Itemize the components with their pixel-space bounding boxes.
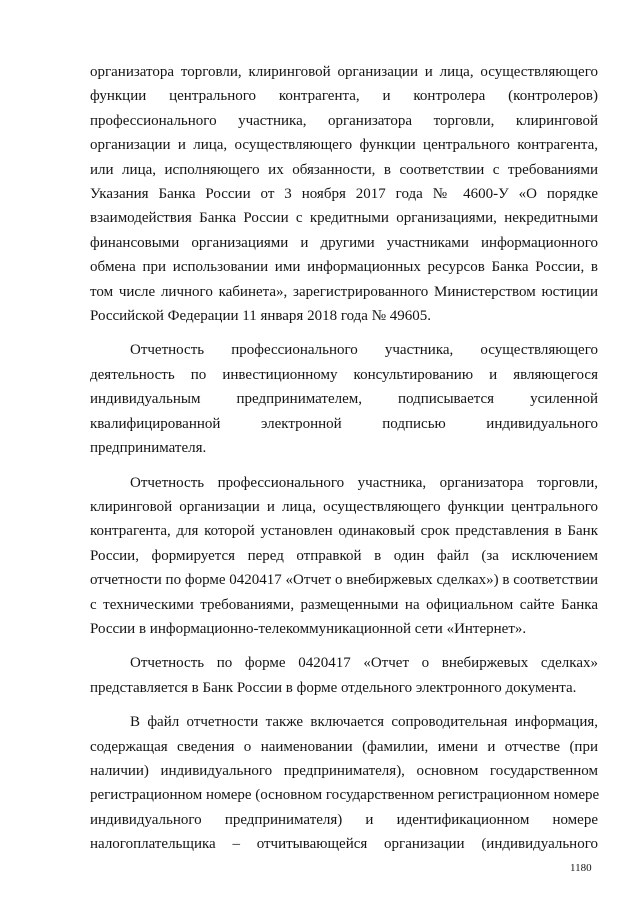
text-line: Российской Федерации 11 января 2018 года № 49605. (90, 308, 432, 325)
text-line: контрагента, для которой установлен одинаковый срок представления в Банк (90, 523, 598, 540)
text-line: Отчетность профессионального участника, осуществляющего (130, 342, 598, 359)
text-line: организации и лица, осуществляющего функции центрального контрагента, (90, 137, 598, 154)
text-line: с техническими требованиями, размещенными на официальном сайте Банка (90, 596, 598, 613)
page-number: 1180 (570, 862, 592, 874)
text-line: квалифицированной электронной подписью индивидуального (90, 415, 598, 432)
text-line: клиринговой организации и лица, осуществляющего функции центрального (90, 498, 598, 515)
text-line: финансовыми организациями и другими участниками информационного (90, 234, 598, 251)
paragraph (90, 60, 598, 328)
text-line: наличии) индивидуального предпринимателя), основном государственном (90, 762, 598, 779)
text-line: России, формируется перед отправкой в один файл (за исключением (90, 547, 598, 564)
text-line: том числе личного кабинета», зарегистрированного Министерством юстиции (90, 283, 598, 300)
text-line: функции центрального контрагента, и контролера (контролеров) (90, 88, 598, 105)
text-line: Указания Банка России от 3 ноября 2017 года № 4600-У «О порядке (90, 186, 598, 203)
document-body (90, 60, 598, 867)
text-line: или лица, исполняющего их обязанности, в соответствии с требованиями (90, 161, 598, 178)
text-line: индивидуальным предпринимателем, подписывается усиленной (90, 391, 598, 408)
text-line: России в информационно-телекоммуникационной сети «Интернет». (90, 620, 527, 637)
paragraph (90, 651, 598, 700)
text-line: В файл отчетности также включается сопроводительная информация, (130, 714, 598, 731)
text-line: содержащая сведения о наименовании (фамилии, имени и отчестве (при (90, 738, 598, 755)
text-line: обмена при использовании ими информационных ресурсов Банка России, в (90, 259, 598, 276)
text-line: налогоплательщика – отчитывающейся организации (индивидуального (90, 836, 598, 853)
paragraph (90, 710, 598, 856)
text-line: организатора торговли, клиринговой организации и лица, осуществляющего (90, 64, 598, 80)
text-line: деятельность по инвестиционному консультированию и являющегося (90, 366, 598, 383)
text-line: представляется в Банк России в форме отдельного электронного документа. (90, 679, 577, 696)
paragraph (90, 471, 598, 642)
text-line: отчетности по форме 0420417 «Отчет о внебиржевых сделках») в соответствии (90, 572, 598, 589)
text-line: профессионального участника, организатора торговли, клиринговой (90, 112, 598, 129)
text-line: индивидуального предпринимателя) и идентификационном номере (90, 811, 598, 828)
text-line: регистрационном номере (основном государственном регистрационном номере (90, 787, 600, 804)
paragraph (90, 338, 598, 460)
text-line: взаимодействия Банка России с кредитными организациями, некредитными (90, 210, 598, 227)
text-line: Отчетность по форме 0420417 «Отчет о внебиржевых сделках» (130, 655, 598, 672)
text-line: Отчетность профессионального участника, организатора торговли, (130, 474, 598, 491)
text-line: предпринимателя. (90, 440, 207, 457)
